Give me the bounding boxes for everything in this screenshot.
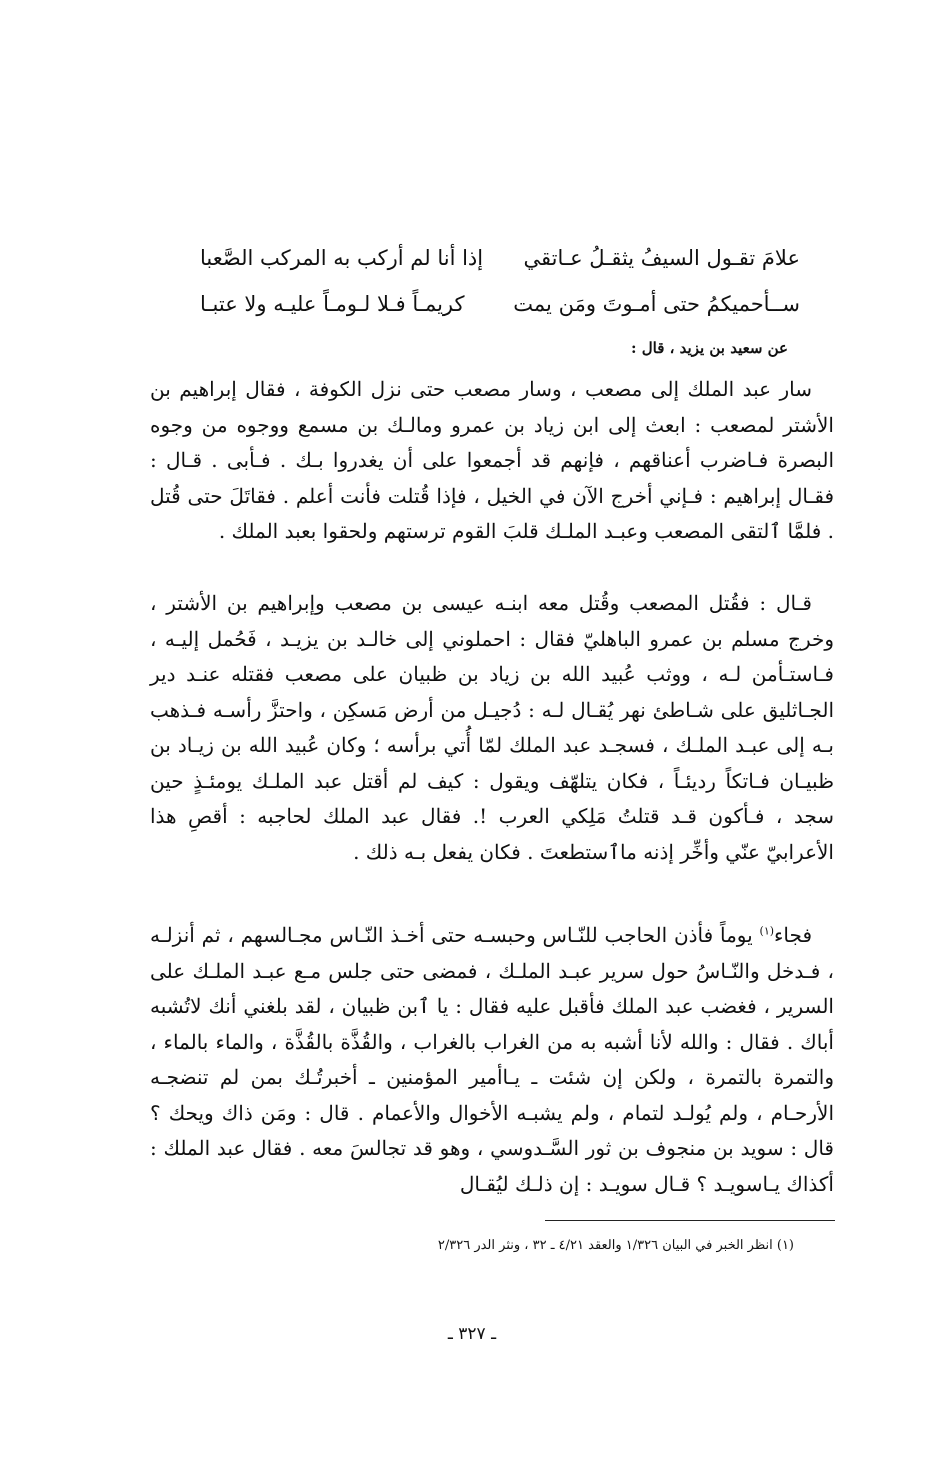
poem-verse — [200, 282, 800, 328]
page-number: ـ ٣٢٧ ـ — [447, 1324, 497, 1344]
footnote: (١) انظر الخبر في البيان ١/٣٢٦ والعقد ٤/٢١ ـ ٣٢ ، ونثر الدر ٢/٣٢٦ — [437, 1238, 794, 1253]
verse-second-hemistich: كريمـاً فـلا لـومـاً عليـه ولا عتبـا — [200, 292, 465, 316]
verse-first-hemistich: علامَ تقـول السيفُ يثقـلُ عـاتقي — [523, 246, 800, 270]
footnote-divider — [545, 1220, 835, 1221]
paragraph-1 — [150, 372, 834, 550]
poem — [200, 236, 800, 328]
footnote-reference[interactable]: (١) — [759, 924, 775, 938]
paragraph-text: قـال : فقُتل المصعب وقُتل معه ابنـه عيسى بن مصعب وإبراهيم بن الأشتر ، وخرج مسلم بن عمرو الباهليّ فقال : احملوني إلى خالـد بن يزيـد ، فَحُمل إليـه ، فـاستـأمن لـه ، ووثب عُبيد الله بن زياد بن ظبيان على مصعب فقتله عنـد دير الجـاثليق على شـاطئ نهر يُقـال لـه : دُجيـل من أرض مَسكِن ، واحتزَّ رأسـه فـذهب بـه إلى عبـد الملـك ، فسجـد عبد الملك لمّا أُتي برأسه ؛ وكان عُبيد الله بن زيـاد بن ظبيـان فـاتكاً رديئـاً ، فكان يتلهّف ويقول : كيف لم أقتل عبد الملـك يومئـذٍ حين سجد ، فـأكون قـد قتلتُ مَلِكي العرب !. فقال عبد الملك لحاجبه : أقصِ هذا الأعرابيّ عنّي وأخِّر إذنه ماٱستطعتَ . فكان يفعل بـه ذلك . — [150, 591, 834, 864]
paragraph-2 — [150, 586, 834, 870]
verse-second-hemistich: إذا أنا لم أركب به المركب الصَّعبا — [200, 246, 484, 270]
paragraph-3 — [150, 918, 834, 1202]
paragraph-rest: يوماً فأذن الحاجب للنّـاس وحبسـه حتى أخـذ النّـاس مجـالسهم ، ثم أنزلـه ، فـدخل والنّـاسُ حول سرير عبـد الملـك ، فمضى حتى جلس مـع عبـد الملـك على السرير ، فغضب عبد الملك فأقبل عليه فقال : يا ٱبن ظبيان ، لقد بلغني أنك لاتُشبه أباك . فقال : والله لأنا أشبه به من الغراب بالغراب ، والقُذَّة بالقُذَّة ، والماء بالماء ، والتمرة بالتمرة ، ولكن إن شئت ـ يـاأمير المؤمنين ـ أخبرتُـك بمن لم تنضجـه الأرحـام ، ولم يُولـد لتمام ، ولم يشبـه الأخوال والأعمام . قال : ومَن ذاك ويحك ؟ قال : سويد بن منجوف بن ثور السَّـدوسي ، وهو قد تجالسَ معه . فقال عبد الملك : أكذاك يـاسويـد ؟ قـال سويـد : إن ذلـك ليُقـال — [150, 923, 834, 1196]
paragraph-start: فجاء — [774, 923, 812, 947]
poem-verse — [200, 236, 800, 282]
narration-heading: عن سعيد بن يزيد ، قال : — [630, 339, 788, 357]
verse-first-hemistich: ســأحميكمُ حتى أمـوتَ ومَن يمت — [513, 292, 800, 316]
paragraph-text — [150, 918, 834, 1202]
paragraph-text: سار عبد الملك إلى مصعب ، وسار مصعب حتى نزل الكوفة ، فقال إبراهيم بن الأشتر لمصعب : ابعث إلى ابن زياد بن عمرو ومالـك بن مسمع ووجوه من وجوه البصرة فـاضرب أعناقهم ، فإنهم قد أجمعوا على أن يغدروا بـك . فـأبى . قـال : فقـال إبراهيم : فـإني أخرج الآن في الخيل ، فإذا قُتلت فأنت أعلم . فقاتَلَ حتى قُتل . فلمَّا ٱلتقى المصعب وعبـد الملـك قلبَ القوم ترستهم ولحقوا بعبد الملك . — [150, 377, 834, 543]
